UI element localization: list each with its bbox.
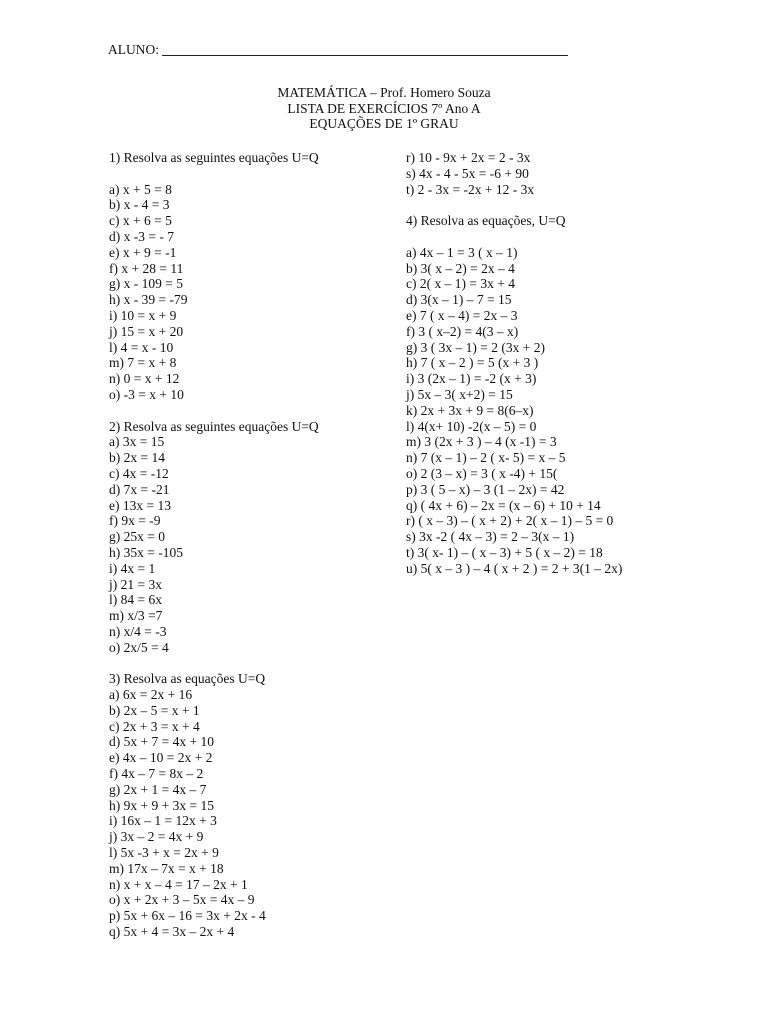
left-column bbox=[109, 150, 319, 940]
exercise-item: h) 35x = -105 bbox=[109, 544, 183, 560]
exercise-item: m) x/3 =7 bbox=[109, 608, 163, 624]
section-1-items bbox=[109, 182, 319, 403]
exercise-item: a) 3x = 15 bbox=[109, 434, 165, 450]
exercise-item: m) 7 = x + 8 bbox=[109, 355, 177, 371]
exercise-item: a) 6x = 2x + 16 bbox=[109, 687, 193, 703]
exercise-item: l) 4 = x - 10 bbox=[109, 339, 174, 355]
exercise-item: e) x + 9 = -1 bbox=[109, 244, 177, 260]
exercise-item: d) 7x = -21 bbox=[109, 481, 170, 497]
exercise-item: c) x + 6 = 5 bbox=[109, 213, 172, 229]
exercise-item: l) 84 = 6x bbox=[109, 592, 162, 608]
exercise-item: b) 3( x – 2) = 2x – 4 bbox=[406, 260, 515, 276]
section-4-items bbox=[406, 245, 622, 577]
exercise-item: i) 16x – 1 = 12x + 3 bbox=[109, 813, 217, 829]
section-2-title: 2) Resolva as seguintes equações U=Q bbox=[109, 418, 319, 434]
exercise-item: o) 2 (3 – x) = 3 ( x -4) + 15( bbox=[406, 465, 558, 481]
exercise-item: i) 10 = x + 9 bbox=[109, 307, 177, 323]
document-header bbox=[0, 85, 768, 132]
exercise-item: f) 3 ( x–2) = 4(3 – x) bbox=[406, 323, 519, 339]
exercise-item: b) x - 4 = 3 bbox=[109, 197, 170, 213]
exercise-item: c) 2( x – 1) = 3x + 4 bbox=[406, 276, 515, 292]
exercise-item: c) 2x + 3 = x + 4 bbox=[109, 718, 200, 734]
exercise-item: s) 4x - 4 - 5x = -6 + 90 bbox=[406, 165, 529, 181]
exercise-item: l) 5x -3 + x = 2x + 9 bbox=[109, 845, 219, 861]
exercise-item: h) 9x + 9 + 3x = 15 bbox=[109, 797, 214, 813]
student-name-blank-line bbox=[162, 55, 568, 56]
section-4 bbox=[406, 213, 622, 576]
exercise-item: d) x -3 = - 7 bbox=[109, 228, 174, 244]
exercise-item: r) 10 - 9x + 2x = 2 - 3x bbox=[406, 150, 531, 165]
exercise-item: g) 3 ( 3x – 1) = 2 (3x + 2) bbox=[406, 339, 545, 355]
exercise-item: o) x + 2x + 3 – 5x = 4x – 9 bbox=[109, 892, 255, 908]
exercise-item: n) x + x – 4 = 17 – 2x + 1 bbox=[109, 876, 248, 892]
exercise-item: e) 13x = 13 bbox=[109, 497, 171, 513]
exercise-item: p) 3 ( 5 – x) – 3 (1 – 2x) = 42 bbox=[406, 481, 565, 497]
exercise-item: d) 3(x – 1) – 7 = 15 bbox=[406, 292, 512, 308]
exercise-item: b) 2x – 5 = x + 1 bbox=[109, 702, 200, 718]
exercise-item: o) 2x/5 = 4 bbox=[109, 639, 169, 655]
section-3-title: 3) Resolva as equações U=Q bbox=[109, 671, 266, 687]
exercise-item: l) 4(x+ 10) -2(x – 5) = 0 bbox=[406, 418, 537, 434]
exercise-item: f) 9x = -9 bbox=[109, 513, 161, 529]
exercise-item: f) x + 28 = 11 bbox=[109, 260, 184, 276]
section-3-continued bbox=[406, 150, 622, 197]
exercise-item: p) 5x + 6x – 16 = 3x + 2x - 4 bbox=[109, 908, 266, 924]
exercise-item: g) x - 109 = 5 bbox=[109, 276, 183, 292]
header-subject-teacher: MATEMÁTICA – Prof. Homero Souza bbox=[277, 85, 491, 100]
exercise-item: j) 15 = x + 20 bbox=[109, 323, 184, 339]
exercise-item: m) 3 (2x + 3 ) – 4 (x -1) = 3 bbox=[406, 434, 557, 450]
exercise-item: k) 2x + 3x + 9 = 8(6–x) bbox=[406, 402, 534, 418]
exercise-item: n) x/4 = -3 bbox=[109, 623, 167, 639]
exercise-item: h) x - 39 = -79 bbox=[109, 292, 188, 308]
exercise-item: r) ( x – 3) – ( x + 2) + 2( x – 1) – 5 = 0 bbox=[406, 513, 614, 529]
exercise-item: j) 21 = 3x bbox=[109, 576, 162, 592]
exercise-item: m) 17x – 7x = x + 18 bbox=[109, 860, 224, 876]
exercise-item: t) 3( x- 1) – ( x – 3) + 5 ( x – 2) = 18 bbox=[406, 544, 603, 560]
exercise-item: i) 3 (2x – 1) = -2 (x + 3) bbox=[406, 371, 537, 387]
exercise-item: d) 5x + 7 = 4x + 10 bbox=[109, 734, 214, 750]
section-2 bbox=[109, 419, 319, 656]
exercise-item: e) 7 ( x – 4) = 2x – 3 bbox=[406, 307, 518, 323]
header-exercise-list: LISTA DE EXERCÍCIOS 7º Ano A bbox=[287, 100, 481, 116]
exercise-item: b) 2x = 14 bbox=[109, 450, 165, 466]
section-2-items bbox=[109, 434, 319, 655]
exercise-item: q) ( 4x + 6) – 2x = (x – 6) + 10 + 14 bbox=[406, 497, 601, 513]
exercise-item: u) 5( x – 3 ) – 4 ( x + 2 ) = 2 + 3(1 – 2x) bbox=[406, 560, 623, 576]
right-column bbox=[406, 150, 622, 577]
exercise-item: t) 2 - 3x = -2x + 12 - 3x bbox=[406, 181, 535, 197]
exercise-item: n) 0 = x + 12 bbox=[109, 371, 180, 387]
exercise-item: i) 4x = 1 bbox=[109, 560, 156, 576]
student-name-field bbox=[108, 41, 568, 59]
exercise-item: g) 2x + 1 = 4x – 7 bbox=[109, 781, 207, 797]
exercise-item: h) 7 ( x – 2 ) = 5 (x + 3 ) bbox=[406, 355, 539, 371]
section-3 bbox=[109, 671, 319, 940]
student-name-label: ALUNO: bbox=[108, 42, 159, 57]
section-4-title: 4) Resolva as equações, U=Q bbox=[406, 213, 566, 229]
exercise-item: e) 4x – 10 = 2x + 2 bbox=[109, 750, 213, 766]
exercise-item: a) 4x – 1 = 3 ( x – 1) bbox=[406, 244, 518, 260]
exercise-item: a) x + 5 = 8 bbox=[109, 181, 172, 197]
section-1 bbox=[109, 150, 319, 403]
exercise-item: s) 3x -2 ( 4x – 3) = 2 – 3(x – 1) bbox=[406, 529, 575, 545]
exercise-item: f) 4x – 7 = 8x – 2 bbox=[109, 766, 204, 782]
exercise-item: g) 25x = 0 bbox=[109, 529, 165, 545]
exercise-item: q) 5x + 4 = 3x – 2x + 4 bbox=[109, 924, 235, 940]
exercise-item: o) -3 = x + 10 bbox=[109, 386, 184, 402]
header-topic: EQUAÇÕES DE 1º GRAU bbox=[309, 116, 459, 131]
exercise-item: j) 3x – 2 = 4x + 9 bbox=[109, 829, 204, 845]
section-3-items bbox=[109, 687, 319, 940]
exercise-item: c) 4x = -12 bbox=[109, 465, 169, 481]
section-1-title: 1) Resolva as seguintes equações U=Q bbox=[109, 150, 319, 165]
exercise-item: j) 5x – 3( x+2) = 15 bbox=[406, 386, 513, 402]
exercise-item: n) 7 (x – 1) – 2 ( x- 5) = x – 5 bbox=[406, 450, 566, 466]
